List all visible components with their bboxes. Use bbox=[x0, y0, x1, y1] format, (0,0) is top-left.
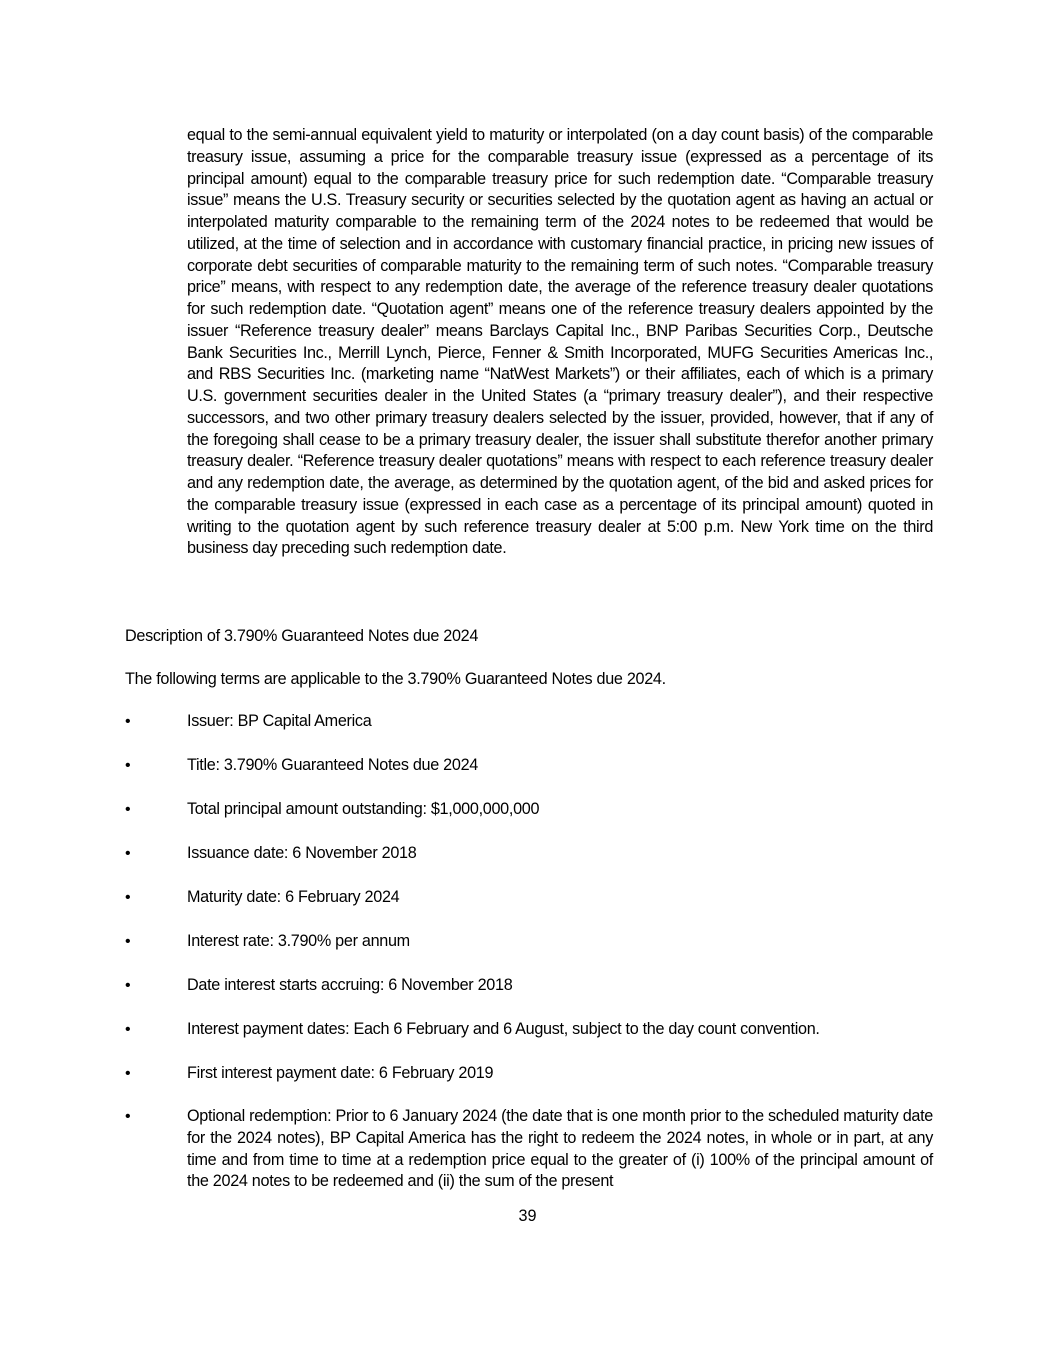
bullet-icon: • bbox=[125, 1021, 131, 1038]
bullet-icon: • bbox=[125, 1065, 131, 1082]
list-item-text: Optional redemption: Prior to 6 January 2024 (the date that is one month prior to the scheduled maturity date for the 2024 notes), BP Capital America has the right to redeem the 2024 notes, in whole or in part, at any time and from time to time at a redemption price equal to the greater of (i) 100% of the principal amount of the 2024 notes to be redeemed and (ii) the sum of the present bbox=[187, 1107, 933, 1191]
list-item-text: First interest payment date: 6 February 2019 bbox=[187, 1064, 494, 1082]
bullet-icon: • bbox=[125, 757, 131, 774]
list-item-text: Issuance date: 6 November 2018 bbox=[187, 844, 417, 862]
bullet-icon: • bbox=[125, 1108, 131, 1125]
list-item-text: Date interest starts accruing: 6 November 2018 bbox=[187, 976, 513, 994]
list-item-text: Issuer: BP Capital America bbox=[187, 712, 372, 730]
bullet-icon: • bbox=[125, 889, 131, 906]
bullet-icon: • bbox=[125, 801, 131, 818]
list-item-text: Interest rate: 3.790% per annum bbox=[187, 932, 410, 950]
section-heading: Description of 3.790% Guaranteed Notes due 2024 bbox=[125, 627, 479, 645]
list-item-text: Maturity date: 6 February 2024 bbox=[187, 888, 400, 906]
list-item-text: Interest payment dates: Each 6 February and 6 August, subject to the day count convention. bbox=[187, 1020, 820, 1038]
bullet-icon: • bbox=[125, 977, 131, 994]
list-item-text: Total principal amount outstanding: $1,000,000,000 bbox=[187, 800, 540, 818]
bullet-icon: • bbox=[125, 845, 131, 862]
intro-text: The following terms are applicable to the 3.790% Guaranteed Notes due 2024. bbox=[125, 670, 666, 688]
list-item-text: Title: 3.790% Guaranteed Notes due 2024 bbox=[187, 756, 478, 774]
continuation-paragraph: equal to the semi-annual equivalent yield to maturity or interpolated (on a day count basis) of the comparable treasury issue, assuming a price for the comparable treasury issue (expressed as a percentage of its principal amount) equal to the comparable treasury price for such redemption date. “Comparable treasury issue” means the U.S. Treasury security or securities selected by the quotation agent as having an actual or interpolated maturity comparable to the remaining term of the 2024 notes to be redeemed that would be utilized, at the time of selection and in accordance with customary financial practice, in pricing new issues of corporate debt securities of comparable maturity to the remaining term of such notes. “Comparable treasury price” means, with respect to any redemption date, the average of the reference treasury dealer quotations for such redemption date. “Quotation agent” means one of the reference treasury dealers appointed by the issuer “Reference treasury dealer” means Barclays Capital Inc., BNP Paribas Securities Corp., Deutsche Bank Securities Inc., Merrill Lynch, Pierce, Fenner & Smith Incorporated, MUFG Securities Americas Inc., and RBS Securities Inc. (marketing name “NatWest Markets”) or their affiliates, each of which is a primary U.S. government securities dealer in the United States (a “primary treasury dealer”), and their respective successors, and two other primary treasury dealers selected by the issuer, provided, however, that if any of the foregoing shall cease to be a primary treasury dealer, the issuer shall substitute therefor another primary treasury dealer. “Reference treasury dealer quotations” means with respect to each reference treasury dealer and any redemption date, the average, as determined by the quotation agent, of the bid and asked prices for the comparable treasury issue (expressed in each case as a percentage of its principal amount) quoted in writing to the quotation agent by such reference treasury dealer at 5:00 p.m. New York time on the third business day preceding such redemption date. bbox=[187, 126, 933, 558]
bullet-icon: • bbox=[125, 713, 131, 730]
page-number: 39 bbox=[518, 1207, 537, 1225]
bullet-icon: • bbox=[125, 933, 131, 950]
